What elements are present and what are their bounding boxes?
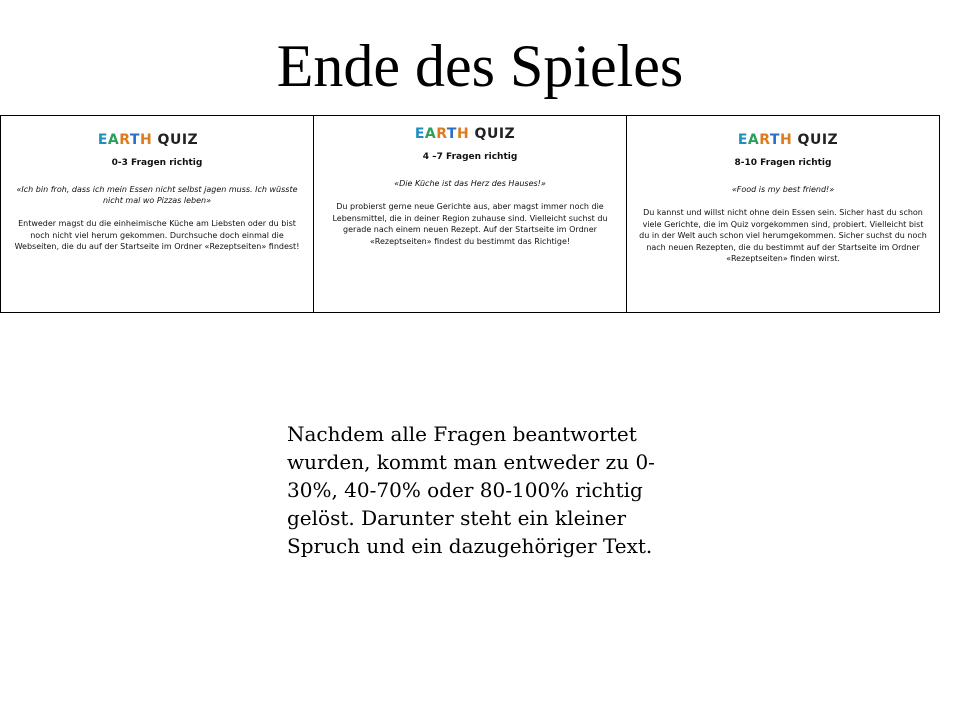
result-card-mid	[313, 116, 626, 312]
logo-letter-h: H	[779, 132, 793, 148]
logo-word-quiz: QUIZ	[792, 132, 839, 148]
logo-letter-a: A	[747, 132, 760, 148]
result-quote: «Food is my best friend!»	[731, 185, 835, 194]
result-card-low	[1, 116, 313, 312]
result-text: Du kannst und willst nicht ohne dein Essen sein. Sicher hast du schon viele Gerichte, die im Quiz vorgekommen sind, probiert. Vielleicht bist du in der Welt auch schon viel herumgekommen. Sicher suchst du noch nach neuen Rezepten, die du bestimmt auf der Startseite im Ordner «Rezeptseiten» finden wirst.	[639, 208, 927, 263]
result-text: Du probierst gerne neue Gerichte aus, aber magst immer noch die Lebensmittel, die in deiner Region zuhause sind. Vielleicht suchst du gerade nach einem neuen Rezept. Auf der Startseite im Ordner «Rezeptseiten» findest du bestimmt das Richtige!	[332, 202, 608, 246]
result-quote: «Ich bin froh, dass ich mein Essen nicht selbst jagen muss. Ich wüsste nicht mal wo Pizzas leben»	[16, 185, 298, 205]
score-range: 0-3 Fragen richtig	[111, 158, 203, 168]
result-card-high	[626, 116, 939, 312]
score-range: 8-10 Fragen richtig	[734, 158, 832, 168]
logo-letter-e: E	[737, 132, 748, 148]
logo-letter-t: T	[129, 132, 140, 148]
score-range: 4 –7 Fragen richtig	[422, 152, 518, 162]
logo-letter-r: R	[759, 132, 770, 148]
result-text: Entweder magst du die einheimische Küche am Liebsten oder du bist noch nicht viel herum gekommen. Durchsuche doch einmal die Webseiten, die du auf der Startseite im Ordner «Rezeptseiten» findest!	[14, 219, 300, 251]
logo-letter-r: R	[119, 132, 130, 148]
logo-letter-e: E	[414, 126, 425, 142]
slide-description: Nachdem alle Fragen beantwortet wurden, kommt man entweder zu 0-30%, 40-70% oder 80-100% richtig gelöst. Darunter steht ein kleiner Spruch und ein dazugehöriger Text.	[287, 422, 655, 558]
logo-word-quiz: QUIZ	[469, 126, 516, 142]
result-quote: «Die Küche ist das Herz des Hauses!»	[394, 179, 546, 188]
slide-title: Ende des Spieles	[276, 33, 684, 99]
logo-letter-a: A	[424, 126, 437, 142]
logo-letter-e: E	[97, 132, 108, 148]
earth-quiz-logo	[0, 116, 313, 148]
logo-letter-t: T	[446, 126, 457, 142]
result-cards	[0, 115, 940, 313]
logo-letter-t: T	[769, 132, 780, 148]
logo-word-quiz: QUIZ	[152, 132, 199, 148]
logo-letter-h: H	[139, 132, 153, 148]
logo-letter-a: A	[107, 132, 120, 148]
logo-letter-h: H	[456, 126, 470, 142]
earth-quiz-logo	[637, 116, 939, 148]
earth-quiz-logo	[304, 116, 626, 142]
logo-letter-r: R	[436, 126, 447, 142]
